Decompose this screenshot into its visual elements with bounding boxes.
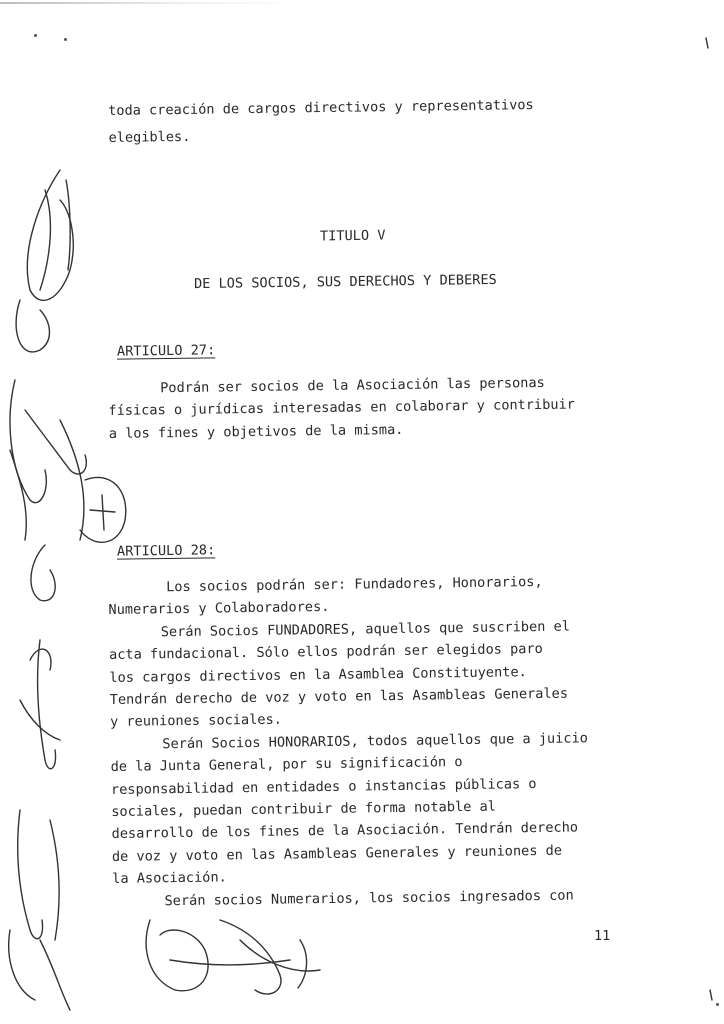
continuation-line-2: elegibles. bbox=[108, 129, 191, 147]
title-subtitle: DE LOS SOCIOS, SUS DERECHOS Y DEBERES bbox=[193, 271, 497, 293]
signature-lower-left bbox=[20, 545, 60, 769]
article-28-heading: ARTICULO 28: bbox=[116, 542, 216, 560]
article-28-line: la Asociación. bbox=[112, 869, 227, 888]
article-28-line: desarrollo de los fines de la Asociación. Tendrán derecho bbox=[111, 819, 579, 843]
article-28-line: responsabilidad en entidades o instancias públicas o bbox=[110, 775, 537, 798]
article-27-body bbox=[108, 371, 609, 445]
scan-dot bbox=[64, 38, 67, 41]
scan-dot bbox=[34, 34, 37, 37]
signature-top-left bbox=[27, 170, 73, 300]
article-28-line: sociales, puedan contribuir de forma notable al bbox=[111, 798, 497, 821]
signature-bottom-left bbox=[9, 810, 70, 1010]
article-28-line: Tendrán derecho de voz y voto en las Asambleas Generales bbox=[109, 685, 569, 709]
signature-middle-left bbox=[10, 300, 86, 540]
article-27-line: físicas o jurídicas interesadas en colaborar y contribuir bbox=[108, 396, 576, 420]
article-27-line: Podrán ser socios de la Asociación las personas bbox=[160, 374, 545, 397]
article-27-line: a los fines y objetivos de la misma. bbox=[108, 421, 404, 442]
page-number: 11 bbox=[594, 928, 611, 944]
scan-dot bbox=[716, 1003, 719, 1006]
article-28-line: de voz y voto en las Asambleas Generales y reuniones de bbox=[111, 842, 563, 865]
article-28-line: y reuniones sociales. bbox=[109, 712, 283, 731]
scan-artifact bbox=[0, 2, 300, 4]
article-28-line: Los socios podrán ser: Fundadores, Honorarios, bbox=[166, 573, 543, 596]
article-28-line: los cargos directivos en la Asamblea Constituyente. bbox=[109, 663, 527, 686]
article-28-line: Serán Socios FUNDADORES, aquellos que suscriben el bbox=[160, 618, 571, 641]
title-number: TITULO V bbox=[319, 227, 386, 245]
continuation-line-1: toda creación de cargos directivos y representativos bbox=[108, 97, 534, 119]
signature-circle-cross bbox=[80, 477, 126, 542]
article-28-line: acta fundacional. Sólo ellos podrán ser elegidos paro bbox=[108, 641, 543, 664]
article-28-body bbox=[108, 570, 613, 913]
article-28-line: Serán Socios HONORARIOS, todos aquellos que a juicio bbox=[162, 730, 588, 753]
article-28-line: Numerarios y Colaboradores. bbox=[108, 599, 330, 619]
article-28-line: de la Junta General, por su significación o bbox=[110, 754, 463, 776]
signature-bottom-center bbox=[146, 920, 320, 994]
article-27-heading: ARTICULO 27: bbox=[116, 342, 216, 360]
continuation-paragraph bbox=[108, 93, 609, 150]
margin-marks-right bbox=[706, 38, 712, 1000]
article-28-line: Serán socios Numerarios, los socios ingresados con bbox=[164, 887, 574, 909]
